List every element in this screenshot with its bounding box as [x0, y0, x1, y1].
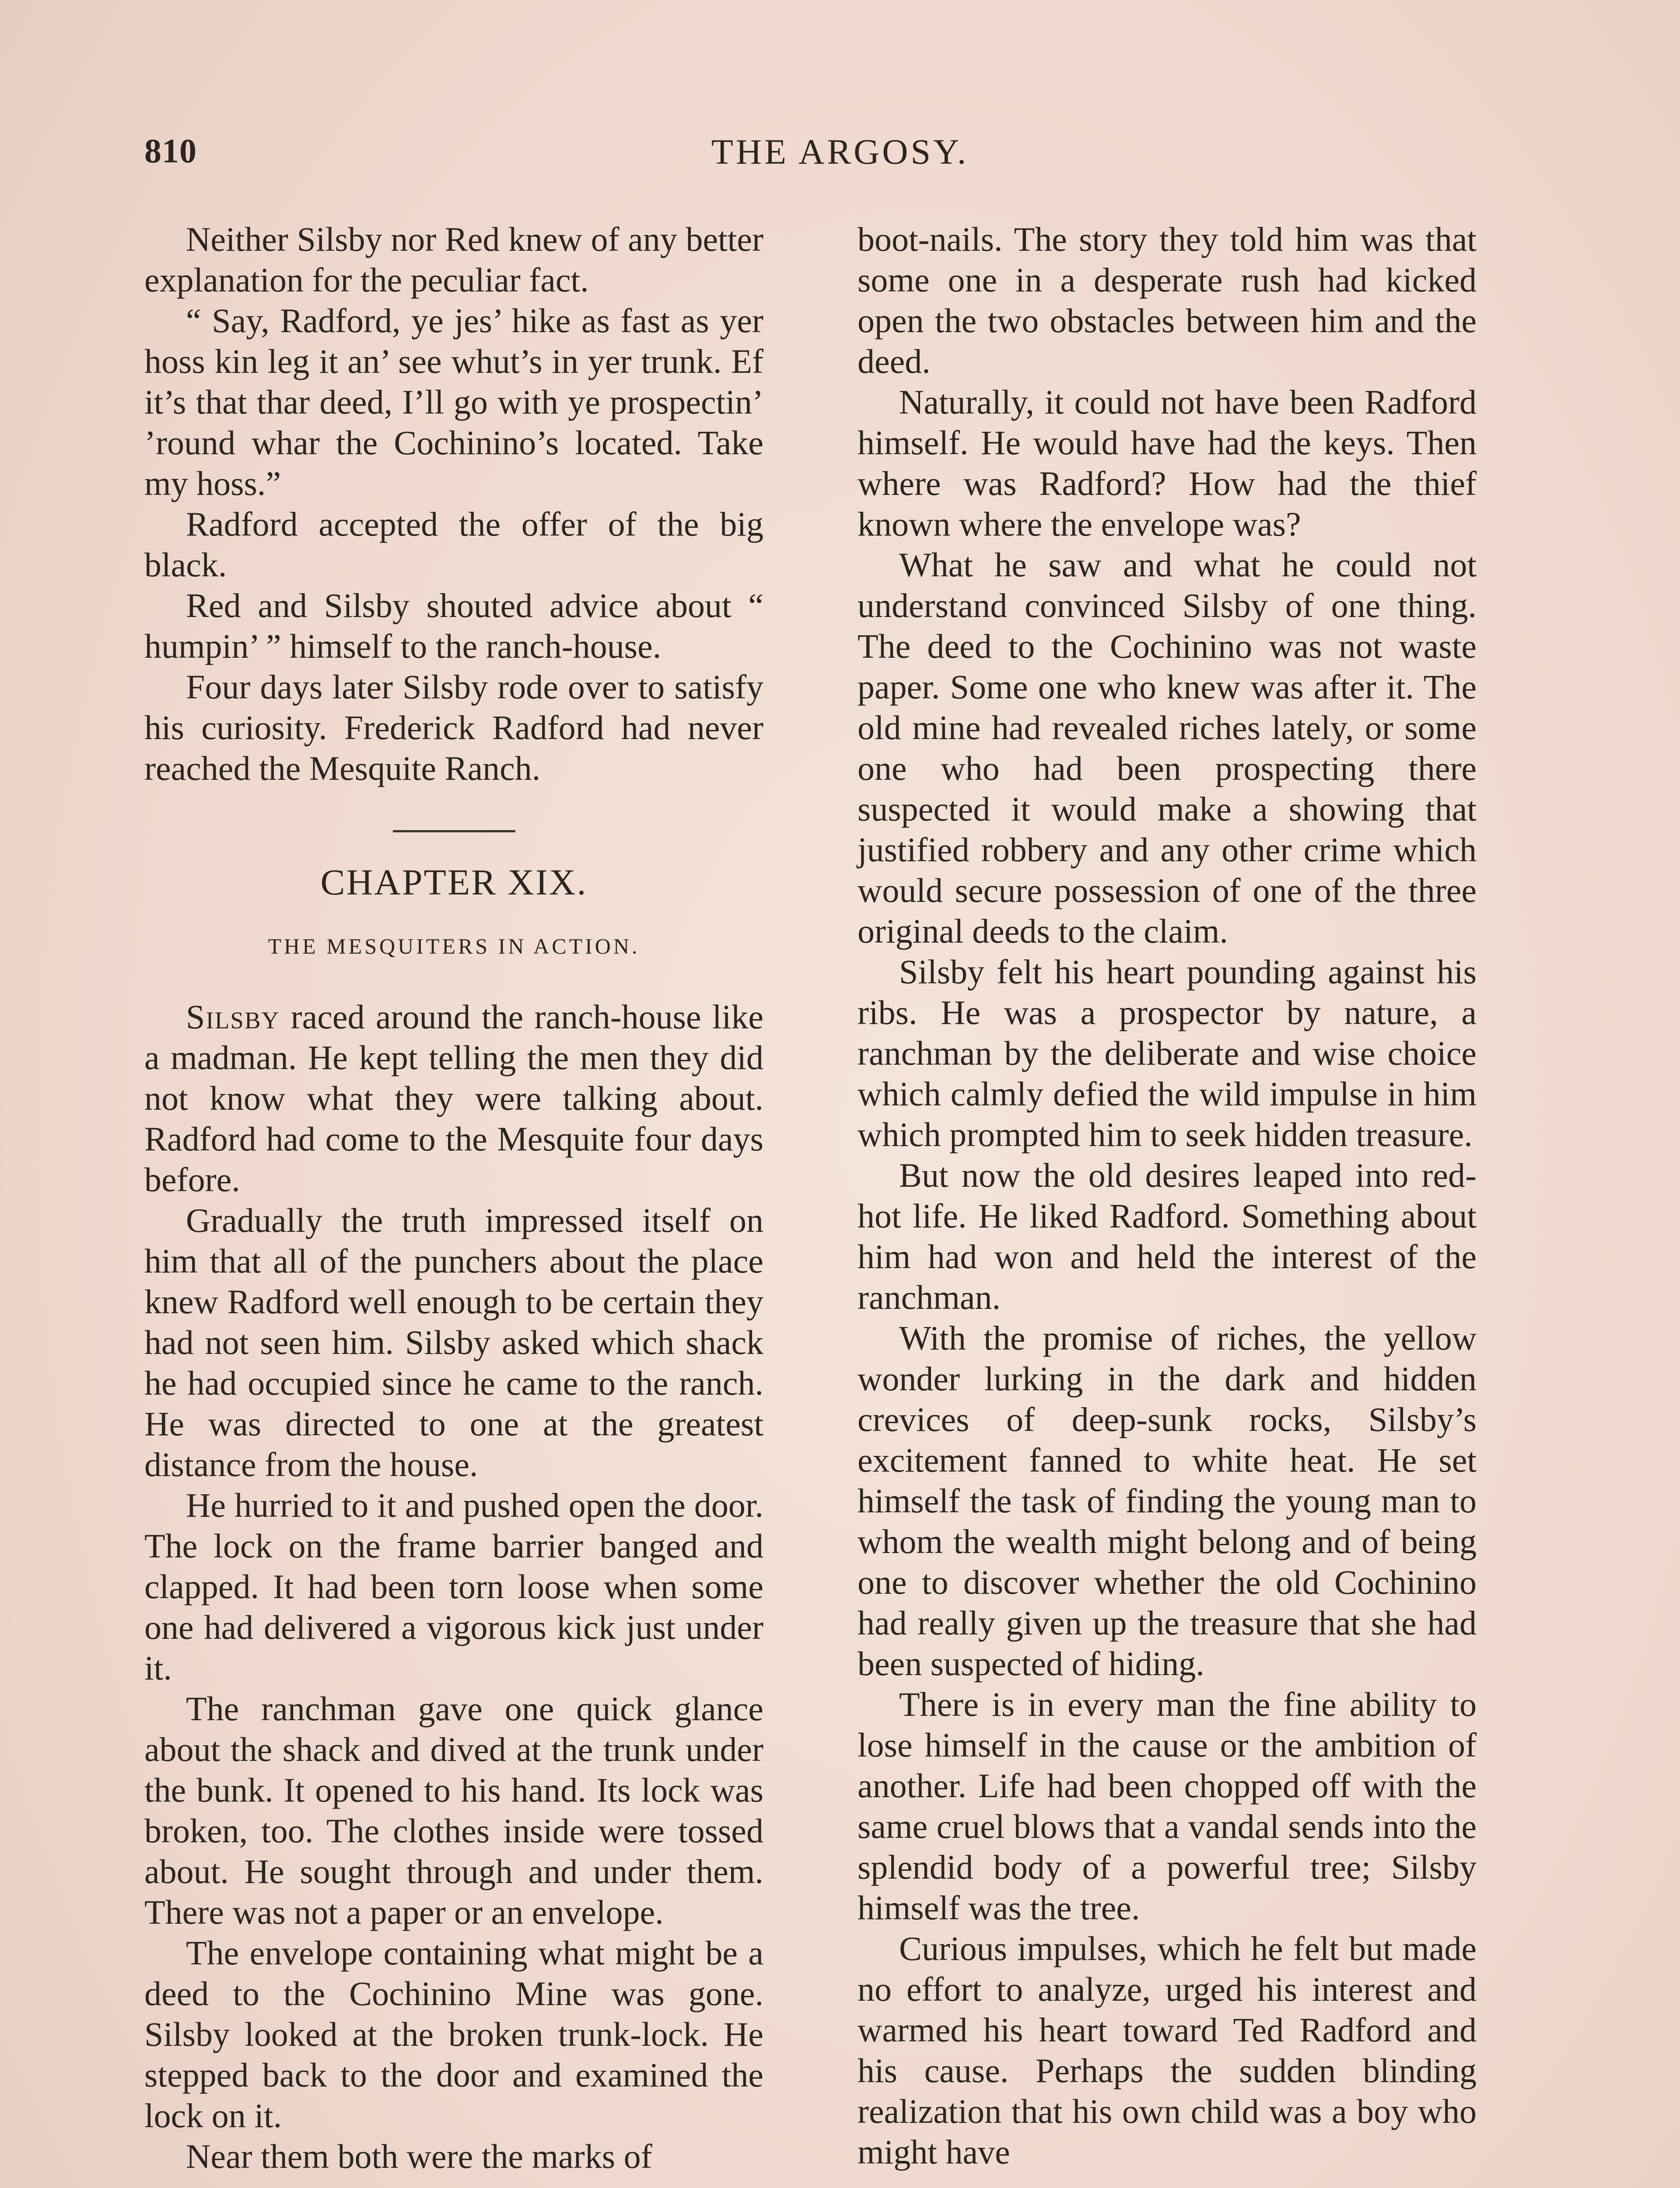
paragraph: Neither Silsby nor Red knew of any better explanation for the peculiar fact.: [144, 220, 763, 299]
page-header: [144, 131, 1536, 179]
paragraph: Gradually the truth impressed itself on him that all of the punchers about the place knew Radford well enough to be certain they had not seen him. Silsby asked which shack he had occupied since he came to the ranch. He was directed to one at the greatest distance from the house.: [144, 1201, 763, 1483]
paragraph: The ranchman gave one quick glance about the shack and dived at the trunk under the bunk. It opened to his hand. Its lock was broken, too. The clothes inside were tossed about. He sought through and under them. There was not a paper or an envelope.: [144, 1690, 763, 1931]
section-divider: [393, 830, 515, 832]
page-number: 810: [144, 132, 197, 170]
paragraph: But now the old desires leaped into red-hot life. He liked Radford. Something about him had won and held the interest of the ranchman.: [858, 1156, 1477, 1316]
paragraph: Four days later Silsby rode over to satisfy his curiosity. Frederick Radford had never reached the Mesquite Ranch.: [144, 668, 763, 787]
paragraph: Curious impulses, which he felt but made no effort to analyze, urged his interest and warmed his heart toward Ted Radford and his cause. Perhaps the sudden blinding realization that his own child was a boy who might have: [858, 1929, 1477, 2171]
paragraph: There is in every man the fine ability to lose himself in the cause or the ambition of another. Life had been chopped off with the same cruel blows that a vandal sends into the splendid body of a powerful tree; Silsby himself was the tree.: [858, 1685, 1477, 1927]
paragraph: Silsby felt his heart pounding against his ribs. He was a prospector by nature, a ranchman by the deliberate and wise choice which calmly defied the wild impulse in him which prompted him to seek hidden treasure.: [858, 953, 1477, 1154]
chapter-subtitle: THE MESQUITERS IN ACTION.: [268, 934, 640, 958]
paragraph: With the promise of riches, the yellow wonder lurking in the dark and hidden crevices of deep-sunk rocks, Silsby’s excitement fanned to white heat. He set himself the task of finding the young man to whom the wealth might belong and of being one to discover whether the old Cochinino had really given up the treasure that she had been suspected of hiding.: [858, 1319, 1477, 1683]
paragraph: Naturally, it could not have been Radford himself. He would have had the keys. Then where was Radford? How had the thief known where the envelope was?: [858, 383, 1477, 543]
chapter-title: CHAPTER XIX.: [320, 862, 588, 903]
chapter-opening-paragraph: [144, 996, 763, 1200]
continued-paragraph: boot-nails. The story they told him was that some one in a desperate rush had kicked open the two obstacles between him and the deed.: [858, 220, 1477, 380]
chapter-opening-text: raced around the ranch-house like a madman. He kept telling the men they did not know what they were talking about. Radford had come to the Mesquite four days before.: [144, 998, 763, 1199]
paragraph: Near them both were the marks of: [186, 2137, 652, 2175]
paragraph: He hurried to it and pushed open the door. The lock on the frame barrier banged and clapped. It had been torn loose when some one had delivered a vigorous kick just under it.: [144, 1486, 763, 1687]
paragraph: What he saw and what he could not understand convinced Silsby of one thing. The deed to the Cochinino was not waste paper. Some one who knew was after it. The old mine had revealed riches lately, or some one who had been prospecting there suspected it would make a showing that justified robbery and any other crime which would secure possession of one of the three original deeds to the claim.: [858, 546, 1477, 950]
paragraph: The envelope containing what might be a deed to the Cochinino Mine was gone. Silsby looked at the broken trunk-lock. He stepped back to the door and examined the lock on it.: [144, 1934, 763, 2135]
running-head: THE ARGOSY.: [711, 132, 969, 172]
paragraph: “ Say, Radford, ye jes’ hike as fast as yer hoss kin leg it an’ see whut’s in yer trunk. Ef it’s that thar deed, I’ll go with ye prospectin’ ’round whar the Cochinino’s located. Take my hoss.”: [144, 302, 763, 502]
right-column: [858, 219, 1477, 2172]
left-column: [144, 219, 763, 2177]
chapter-opening-word: Silsby: [186, 998, 280, 1036]
paragraph: Red and Silsby shouted advice about “ humpin’ ” himself to the ranch-house.: [144, 586, 763, 665]
paragraph: Radford accepted the offer of the big black.: [144, 505, 763, 584]
